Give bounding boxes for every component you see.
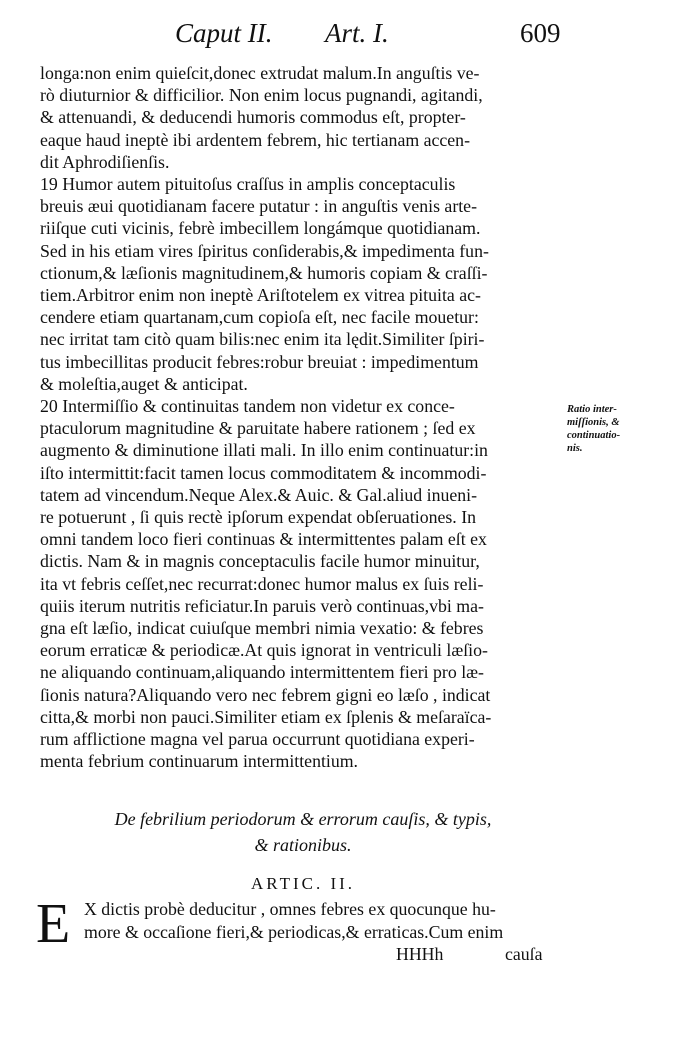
text-line: 19 Humor autem pituitoſus craſſus in amplis conceptaculis <box>40 174 456 195</box>
article-heading: Art. I. <box>325 18 389 48</box>
text-line: ctionum,& læſionis magnitudinem,& humoris copiam & craſſi- <box>40 262 488 283</box>
text-line: re potuerunt , ſi quis rectè ipſorum expendat obſeruationes. In <box>40 507 477 528</box>
text-line: ſionis natura?Aliquando vero nec febrem gigni eo læſo , indicat <box>40 684 491 705</box>
text-line: longa:non enim quieſcit,donec extrudat malum.In anguſtis ve- <box>40 63 480 83</box>
paragraph-article-2 <box>36 893 566 964</box>
text-line: omni tandem loco fieri continuas & intermittentes palam eſt ex <box>40 529 487 550</box>
text-line: eorum erraticæ & periodicæ.At quis ignorat in ventriculi læſio- <box>40 640 488 661</box>
text-line: citta,& morbi non pauci.Similiter etiam ex ſplenis & meſaraïca- <box>40 706 492 727</box>
text-line: ita vt febris ceſſet,nec recurrat:donec humor malus ex ſuis reli- <box>40 573 484 594</box>
text-line: nec irritat tam citò quam bilis:nec enim ita lędit.Similiter ſpiri- <box>40 329 485 350</box>
catchword: cauſa <box>505 944 543 964</box>
signature-mark: HHHh <box>396 944 444 964</box>
margin-note-line: continuatio- <box>567 430 621 441</box>
section-title-line: & rationibus. <box>254 835 352 855</box>
text-line: tatem ad vincendum.Neque Alex.& Auic. & Gal.aliud inueni- <box>40 484 478 505</box>
margin-note-line: miſſionis, & <box>567 417 620 428</box>
text-line: Sed in his etiam vires ſpiritus conſiderabis,& impedimenta fun- <box>40 240 489 261</box>
text-line: menta febrium continuarum intermittentium. <box>40 751 359 772</box>
text-line: rò diuturnior & difficilior. Non enim locus pugnandi, agitandi, <box>40 85 483 106</box>
section-title <box>40 806 566 858</box>
text-line: & attenuandi, & deducendi humoris commodus eſt, propter- <box>40 107 466 128</box>
margin-note-line: Ratio inter- <box>567 404 617 415</box>
text-line: augmento & diminutione illati mali. In illo enim continuatur:in <box>40 440 488 461</box>
drop-cap: E <box>36 893 71 955</box>
text-line: tus imbecillitas producit febres:robur breuiat : impedimentum <box>40 351 479 372</box>
text-line: quiis iterum nutritis reficiatur.In paruis verò continuas,vbi ma- <box>40 595 484 616</box>
text-line: rum afflictione magna vel parua occurrunt quotidiana experi- <box>40 729 475 750</box>
text-line: dit Aphrodiſienſis. <box>40 151 170 172</box>
text-line: 20 Intermiſſio & continuitas tandem non videtur ex conce- <box>40 396 455 417</box>
article-label: ARTIC. II. <box>250 874 356 893</box>
text-line: X dictis probè deducitur , omnes febres ex quocunque hu- <box>84 899 496 919</box>
margin-note-line: nis. <box>567 443 583 454</box>
text-line: tiem.Arbitror enim non ineptè Ariſtotelem ex vitrea pituita ac- <box>40 285 481 306</box>
text-line: iſto intermittit:facit tamen locus commoditatem & incommodi- <box>40 462 487 483</box>
paragraph-continuation <box>40 62 566 173</box>
chapter-heading: Caput II. <box>175 18 273 48</box>
text-line: & moleſtia,auget & anticipat. <box>40 373 248 394</box>
text-line: riiſque cuti vicinis, febrè imbecillem longámque quotidianam. <box>40 218 481 239</box>
text-line: eaque haud ineptè ibi ardentem febrem, hic tertianam accen- <box>40 129 470 150</box>
text-line: dictis. Nam & in magnis conceptaculis facile humor minuitur, <box>40 551 480 572</box>
running-header <box>175 18 575 52</box>
text-line: ptaculorum magnitudine & paruitate habere rationem ; ſed ex <box>40 418 476 439</box>
section-title-line: De febrilium periodorum & errorum cauſis, & typis, <box>114 809 492 829</box>
text-line: ne aliquando continuam,aliquando intermittentem fieri pro læ- <box>40 662 484 683</box>
marginal-note <box>567 403 699 455</box>
text-line: more & occaſione fieri,& periodicas,& erraticas.Cum enim <box>84 921 504 942</box>
main-text <box>40 62 566 773</box>
text-line: gna eſt læſio, indicat cuiuſque membri nimia vexatio: & febres <box>40 618 484 639</box>
text-line: cendere etiam quartanam,cum copioſa eſt, nec facile mouetur: <box>40 307 479 328</box>
page-number: 609 <box>520 18 561 48</box>
paragraph-20 <box>40 395 566 772</box>
text-line: breuis æui quotidianam facere putatur : in anguſtis venis arte- <box>40 196 477 217</box>
paragraph-19 <box>40 173 566 395</box>
